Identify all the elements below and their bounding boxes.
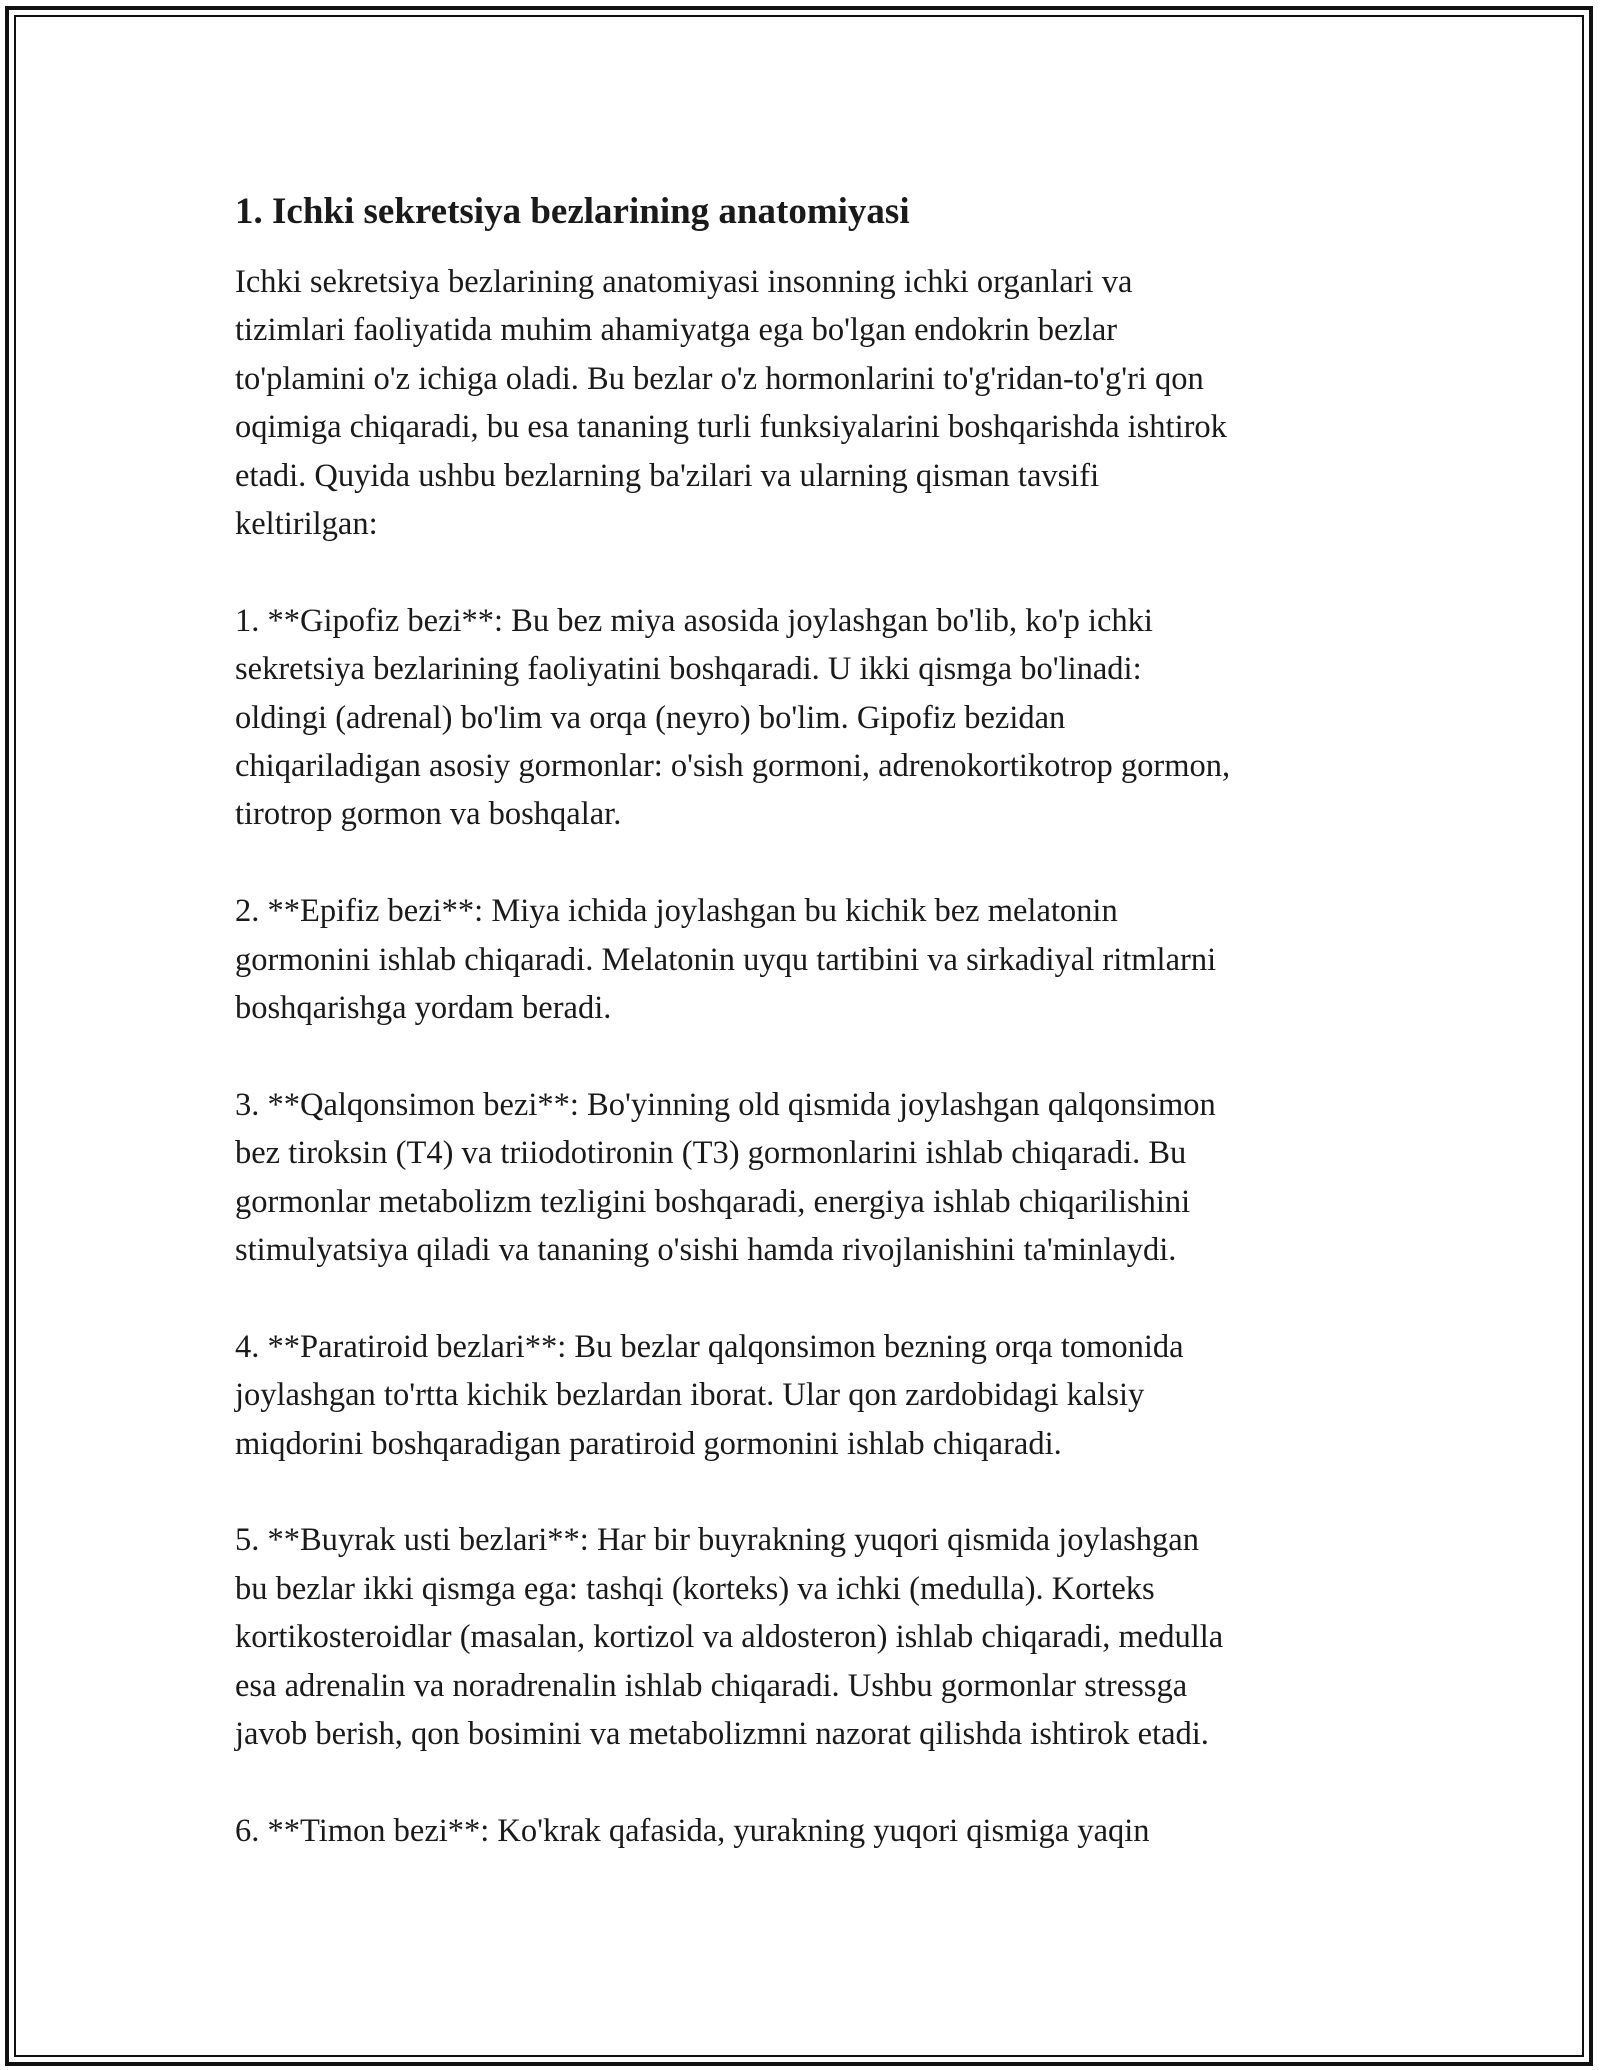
text-line: Ichki sekretsiya bezlarining anatomiyasi insonning ichki organlari va [235, 264, 1133, 300]
text-line: stimulyatsiya qiladi va tananing o'sishi hamda rivojlanishini ta'minlaydi. [235, 1232, 1177, 1269]
text-line: bu bezlar ikki qismga ega: tashqi (korteks) va ichki (medulla). Korteks [235, 1570, 1155, 1607]
text-line: 6. **Timon bezi**: Ko'krak qafasida, yurakning yuqori qismiga yaqin [235, 1812, 1150, 1849]
text-line: gormonini ishlab chiqaradi. Melatonin uyqu tartibini va sirkadiyal ritmlarni [235, 941, 1217, 978]
text-line: oldingi (adrenal) bo'lim va orqa (neyro) bo'lim. Gipofiz bezidan [235, 699, 1066, 736]
text-line: 4. **Paratiroid bezlari**: Bu bezlar qalqonsimon bezning orqa tomonida [235, 1328, 1184, 1365]
text-line: bez tiroksin (T4) va triiodotironin (T3) gormonlarini ishlab chiqaradi. Bu [235, 1135, 1187, 1172]
text-line: chiqariladigan asosiy gormonlar: o'sish gormoni, adrenokortikotrop gormon, [235, 748, 1231, 785]
list-item-buyrak-usti [235, 1516, 1375, 1758]
intro-paragraph [235, 258, 1375, 548]
text-line: joylashgan to'rtta kichik bezlardan iborat. Ular qon zardobidagi kalsiy [235, 1377, 1145, 1414]
text-line: kortikosteroidlar (masalan, kortizol va aldosteron) ishlab chiqaradi, medulla [235, 1619, 1224, 1656]
list-item-gipofiz [235, 597, 1375, 839]
text-line: javob berish, qon bosimini va metabolizmni nazorat qilishda ishtirok etadi. [235, 1716, 1209, 1753]
text-line: to'plamini o'z ichiga oladi. Bu bezlar o'z hormonlarini to'g'ridan-to'g'ri qon [235, 360, 1204, 397]
text-line: sekretsiya bezlarining faoliyatini boshqaradi. U ikki qismga bo'linadi: [235, 651, 1142, 688]
text-line: oqimiga chiqaradi, bu esa tananing turli funksiyalarini boshqarishda ishtirok [235, 409, 1227, 446]
text-line: tirotrop gormon va boshqalar. [235, 796, 622, 833]
list-item-qalqonsimon [235, 1081, 1375, 1275]
section-heading: 1. Ichki sekretsiya bezlarining anatomiyasi [235, 191, 910, 232]
text-line: 1. **Gipofiz bezi**: Bu bez miya asosida joylashgan bo'lib, ko'p ichki [235, 602, 1153, 639]
text-line: keltirilgan: [235, 506, 378, 543]
list-item-timon [235, 1807, 1375, 1855]
text-line: tizimlari faoliyatida muhim ahamiyatga ega bo'lgan endokrin bezlar [235, 312, 1118, 349]
text-line: boshqarishga yordam beradi. [235, 990, 612, 1027]
text-line: esa adrenalin va noradrenalin ishlab chiqaradi. Ushbu gormonlar stressga [235, 1667, 1188, 1704]
list-item-epifiz [235, 887, 1375, 1032]
text-line: etadi. Quyida ushbu bezlarning ba'zilari va ularning qisman tavsifi [235, 457, 1100, 494]
text-line: 5. **Buyrak usti bezlari**: Har bir buyrakning yuqori qismida joylashgan [235, 1522, 1199, 1559]
list-item-paratiroid [235, 1323, 1375, 1468]
text-line: gormonlar metabolizm tezligini boshqaradi, energiya ishlab chiqarilishini [235, 1183, 1191, 1220]
text-line: 3. **Qalqonsimon bezi**: Bo'yinning old qismida joylashgan qalqonsimon [235, 1086, 1216, 1123]
text-line: miqdorini boshqaradigan paratiroid gormonini ishlab chiqaradi. [235, 1425, 1062, 1462]
text-line: 2. **Epifiz bezi**: Miya ichida joylashgan bu kichik bez melatonin [235, 893, 1118, 930]
document-body [235, 188, 1375, 1904]
